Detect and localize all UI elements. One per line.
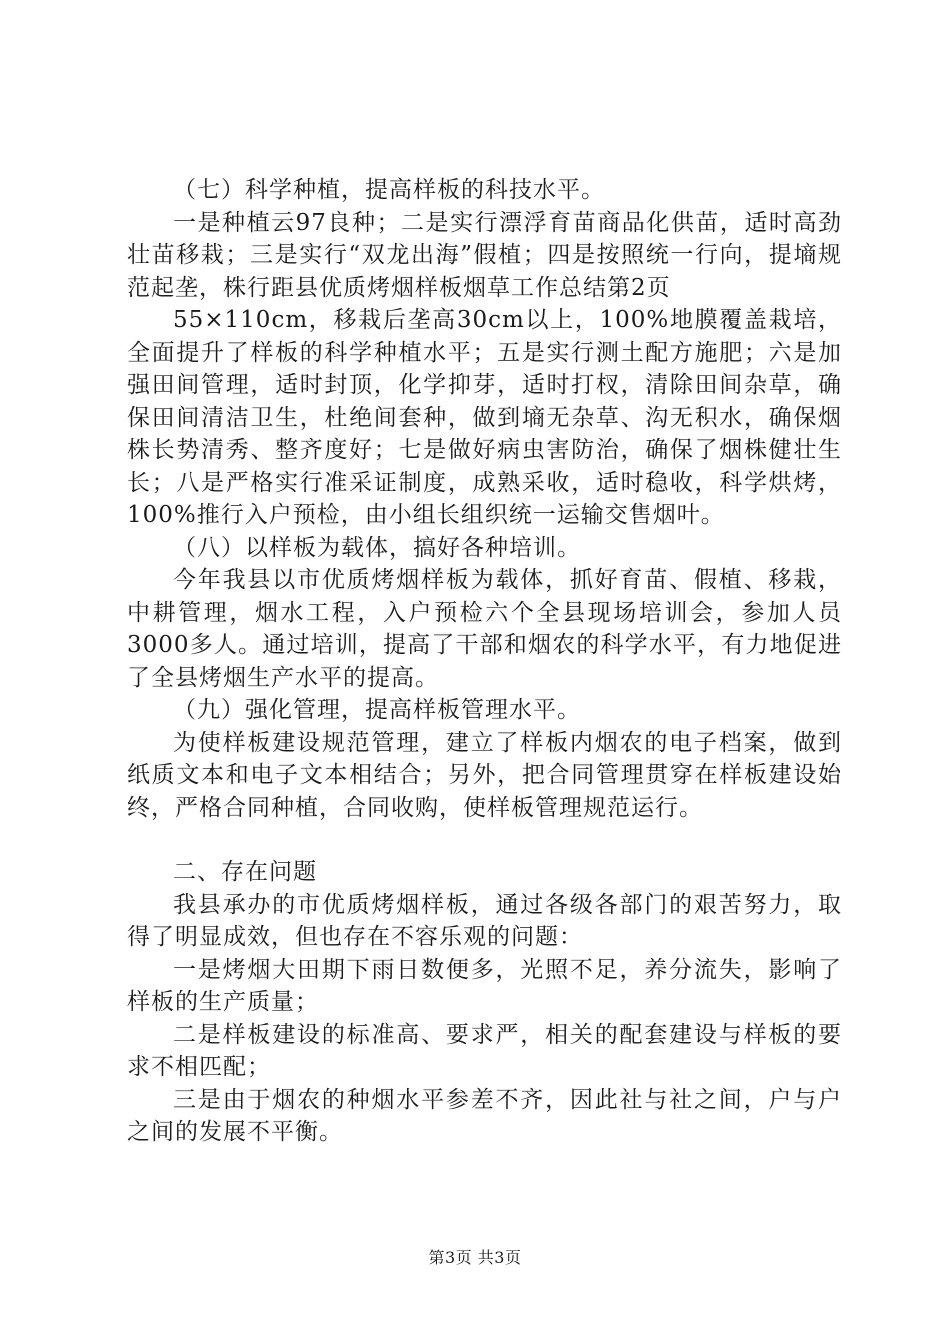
section-heading-8: （八）以样板为载体，搞好各种培训。 bbox=[173, 534, 581, 561]
paragraph: 二是样板建设的标准高、要求严，相关的配套建设与样板的要求不相匹配； bbox=[127, 1021, 842, 1080]
document-body bbox=[127, 174, 842, 1149]
paragraph: 一是种植云97良种；二是实行漂浮育苗商品化供苗，适时高劲壮苗移栽；三是实行“双龙出海”假植；四是按照统一行向，提墒规范起垄，株行距县优质烤烟样板烟草工作总结第2页 bbox=[127, 209, 842, 301]
page-footer: 第3页 共3页 bbox=[428, 1248, 522, 1267]
paragraph: 三是由于烟农的种烟水平参差不齐，因此社与社之间，户与户之间的发展不平衡。 bbox=[127, 1086, 842, 1145]
section-heading-problems: 二、存在问题 bbox=[173, 859, 317, 885]
section-heading-7: （七）科学种植，提高样板的科技水平。 bbox=[173, 177, 605, 203]
section-heading-9: （九）强化管理，提高样板管理水平。 bbox=[173, 697, 581, 723]
paragraph: 今年我县以市优质烤烟样板为载体，抓好育苗、假植、移栽，中耕管理，烟水工程，入户预检六个全县现场培训会，参加人员3000多人。通过培训，提高了干部和烟农的科学水平，有力地促进了全县烤烟生产水平的提高。 bbox=[127, 567, 842, 691]
paragraph: 55×110cm，移栽后垄高30cm以上，100%地膜覆盖栽培，全面提升了样板的科学种植水平；五是实行测土配方施肥；六是加强田间管理，适时封顶，化学抑芽，适时打杈，清除田间杂草，确保田间清洁卫生，杜绝间套种，做到墒无杂草、沟无积水，确保烟株长势清秀、整齐度好；七是做好病虫害防治，确保了烟株健壮生长；八是严格实行准采证制度，成熟采收，适时稳收，科学烘烤，100%推行入户预检，由小组长组织统一运输交售烟叶。 bbox=[127, 307, 842, 528]
paragraph: 一是烤烟大田期下雨日数便多，光照不足，养分流失，影响了样板的生产质量； bbox=[127, 956, 842, 1015]
paragraph: 我县承办的市优质烤烟样板，通过各级各部门的艰苦努力，取得了明显成效，但也存在不容乐观的问题： bbox=[127, 891, 842, 950]
paragraph: 为使样板建设规范管理，建立了样板内烟农的电子档案，做到纸质文本和电子文本相结合；另外，把合同管理贯穿在样板建设始终，严格合同种植，合同收购，使样板管理规范运行。 bbox=[127, 729, 842, 821]
